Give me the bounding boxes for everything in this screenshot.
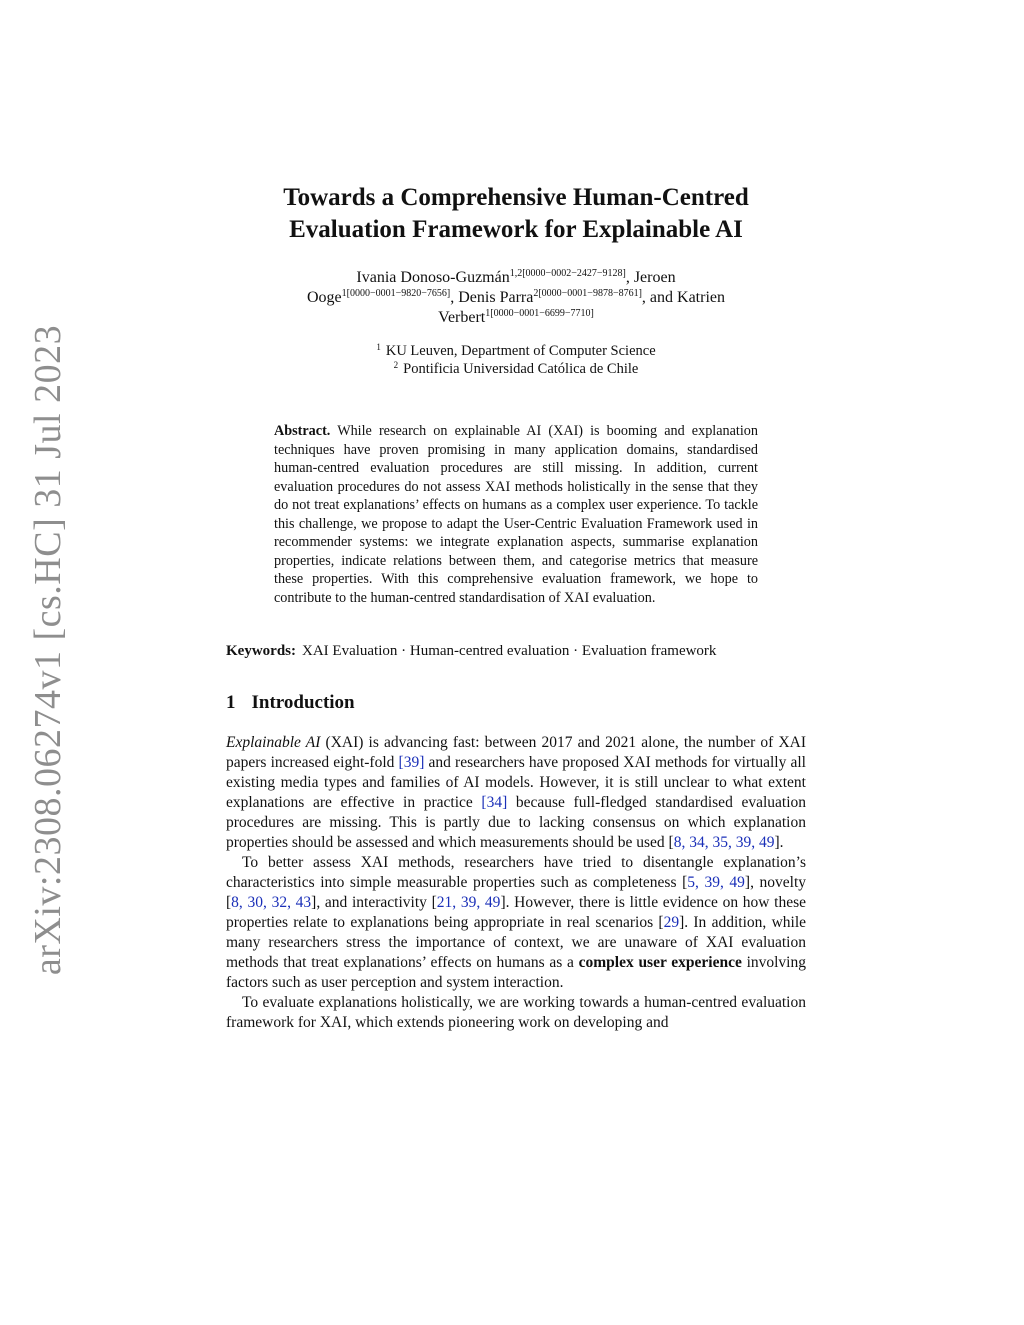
paragraph <box>226 733 806 853</box>
abstract-text: While research on explainable AI (XAI) is booming and explanation techniques have proven promising in many application domains, standardised human-centred evaluation procedures are still missing. In addition, current evaluation procedures do not assess XAI methods holistically in the sense that they do not treat explanations’ effects on humans as a complex user experience. To tackle this challenge, we propose to adapt the User-Centric Evaluation Framework used in recommender systems: we integrate explanation aspects, summarise explanation properties, indicate relations between them, and categorise metrics that measure these properties. With this comprehensive evaluation framework, we hope to contribute to the human-centred standardisation of XAI evaluation. <box>274 423 758 606</box>
author-orcid: 1[0000−0001−6699−7710] <box>485 308 594 319</box>
affiliation <box>226 360 806 378</box>
section-body <box>226 733 806 1033</box>
abstract <box>274 422 758 607</box>
title-line-2: Evaluation Framework for Explainable AI <box>289 216 743 243</box>
author-orcid: 1[0000−0001−9820−7656] <box>341 288 451 299</box>
citation-link[interactable]: [34] <box>481 794 508 811</box>
citation-link[interactable]: 29 <box>663 914 680 931</box>
section-number: 1 <box>226 692 236 713</box>
paragraph-text: To evaluate explanations holistically, we are working towards a human-centred evaluation framework for XAI, which extends pioneering work on developing and <box>226 994 806 1031</box>
affiliation-number: 2 <box>393 360 399 370</box>
keywords <box>226 641 806 661</box>
author-name: , Denis Parra <box>450 289 534 306</box>
citation-link[interactable]: [39] <box>398 754 425 771</box>
section-title: Introduction <box>251 692 355 713</box>
author-orcid: 2[0000−0001−9878−8761] <box>533 288 642 299</box>
author-name: Verbert <box>438 309 486 326</box>
affiliation-name: KU Leuven, Department of Computer Science <box>385 343 656 359</box>
author-name: , Jeroen <box>625 269 676 286</box>
paragraph-text: ], novelty [ <box>226 874 807 911</box>
paragraph-text: and researchers have proposed XAI methods for virtually all existing media types and families of AI models. However, it is still unclear to what extent explanations are effective in practice <box>226 754 806 811</box>
paragraph-text: because full-fledged standardised evaluation procedures are missing. This is partly due to lacking consensus on which explanation properties should be assessed and which measurements should be used [ <box>226 794 806 851</box>
author-name: Ooge <box>306 289 342 306</box>
paper-title <box>226 182 806 246</box>
paper-page <box>226 182 806 1033</box>
arxiv-identifier: arXiv:2308.06274v1 [cs.HC] 31 Jul 2023 <box>27 324 69 976</box>
section-heading <box>226 691 806 715</box>
italic-term: Explainable AI <box>226 734 321 751</box>
paragraph-text: ]. <box>774 834 784 851</box>
author-name: Ivania Donoso-Guzmán <box>356 269 510 286</box>
affiliation-number: 1 <box>376 342 381 352</box>
bold-term: complex user experience <box>578 954 742 971</box>
paragraph-text: (XAI) is advancing fast: between 2017 and 2021 alone, the number of XAI papers increased eight-fold <box>226 734 806 771</box>
citation-link[interactable]: 8, 34, 35, 39, 49 <box>673 834 775 851</box>
citation-link[interactable]: 5, 39, 49 <box>687 874 745 891</box>
abstract-label: Abstract. <box>274 423 331 439</box>
paragraph-text: ]. In addition, while many researchers stress the importance of context, we are unaware of XAI evaluation methods that treat explanations’ effects on humans as a <box>226 914 806 971</box>
paragraph-text: ]. However, there is little evidence on how these properties relate to explanations being appropriate in real scenarios [ <box>226 894 807 931</box>
citation-link[interactable]: 21, 39, 49 <box>436 894 501 911</box>
paragraph <box>226 993 806 1033</box>
affiliation <box>226 342 806 360</box>
paragraph-text: ], and interactivity [ <box>311 894 437 911</box>
paragraph-text: To better assess XAI methods, researchers have tried to disentangle explanation’s characteristics into simple measurable properties such as completeness [ <box>226 854 806 891</box>
keywords-text: XAI Evaluation · Human-centred evaluation · Evaluation framework <box>302 643 717 659</box>
affiliations <box>226 342 806 378</box>
title-line-1: Towards a Comprehensive Human-Centred <box>283 184 749 211</box>
paragraph <box>226 853 806 993</box>
affiliation-name: Pontificia Universidad Católica de Chile <box>403 361 639 377</box>
citation-link[interactable]: 8, 30, 32, 43 <box>231 894 312 911</box>
keywords-label: Keywords: <box>226 643 296 659</box>
author-orcid: 1,2[0000−0002−2427−9128] <box>509 268 626 279</box>
paragraph-text: involving factors such as user perception and system interaction. <box>226 954 806 991</box>
author-name: , and Katrien <box>641 289 725 306</box>
author-list <box>226 268 806 328</box>
